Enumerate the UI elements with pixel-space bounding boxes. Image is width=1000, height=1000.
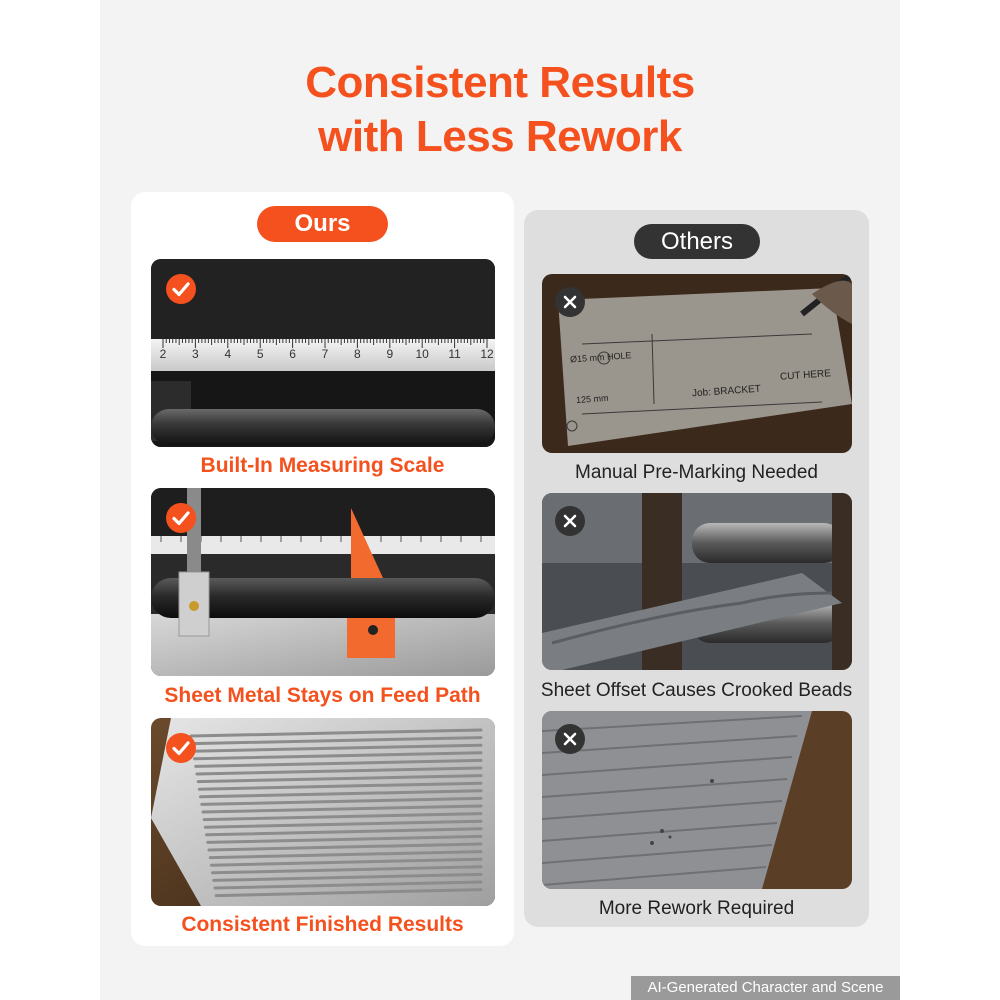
x-icon: [555, 287, 585, 317]
scale-number: 10: [415, 347, 429, 361]
ours-caption-1: Built-In Measuring Scale: [200, 454, 445, 477]
ours-caption-3: Consistent Finished Results: [181, 913, 464, 936]
mark-hole: Ø15 mm HOLE: [569, 350, 632, 365]
scale-number: 3: [192, 347, 199, 361]
scale-number: 12: [480, 347, 494, 361]
mark-dim: 125 mm: [575, 392, 609, 406]
mark-job: Job: BRACKET: [691, 383, 762, 400]
mark-cut: CUT HERE: [779, 368, 832, 383]
others-caption-2: Sheet Offset Causes Crooked Beads: [540, 680, 853, 701]
measuring-scale-photo: [151, 259, 495, 447]
x-icon: [555, 724, 585, 754]
scale-number: 6: [289, 347, 296, 361]
scale-number: 8: [354, 347, 361, 361]
others-label: Others: [634, 224, 760, 259]
ai-generated-note: AI-Generated Character and Scene: [631, 976, 900, 1000]
check-icon: [166, 733, 196, 763]
scale-number: 2: [159, 347, 167, 361]
x-icon: [555, 506, 585, 536]
scale-number: 5: [256, 347, 264, 361]
scale-number: 9: [386, 347, 394, 361]
check-icon: [166, 274, 196, 304]
others-caption-1: Manual Pre-Marking Needed: [575, 462, 818, 483]
scale-number: 11: [448, 347, 461, 361]
ruler-scale: [151, 339, 495, 371]
feed-path-photo: [151, 488, 495, 676]
finished-sheet-photo: [151, 718, 495, 906]
scale-number: 7: [321, 347, 329, 361]
crooked-beads-photo: [542, 493, 852, 670]
ours-caption-2: Sheet Metal Stays on Feed Path: [164, 684, 481, 707]
scale-number: 4: [224, 347, 232, 361]
ours-label: Ours: [257, 206, 388, 242]
check-icon: [166, 503, 196, 533]
manual-marking-photo: [542, 274, 852, 453]
rework-photo: [542, 711, 852, 889]
page-title-line2: with Less Rework: [318, 112, 682, 161]
others-caption-3: More Rework Required: [598, 898, 795, 919]
page-title-line1: Consistent Results: [305, 58, 695, 107]
